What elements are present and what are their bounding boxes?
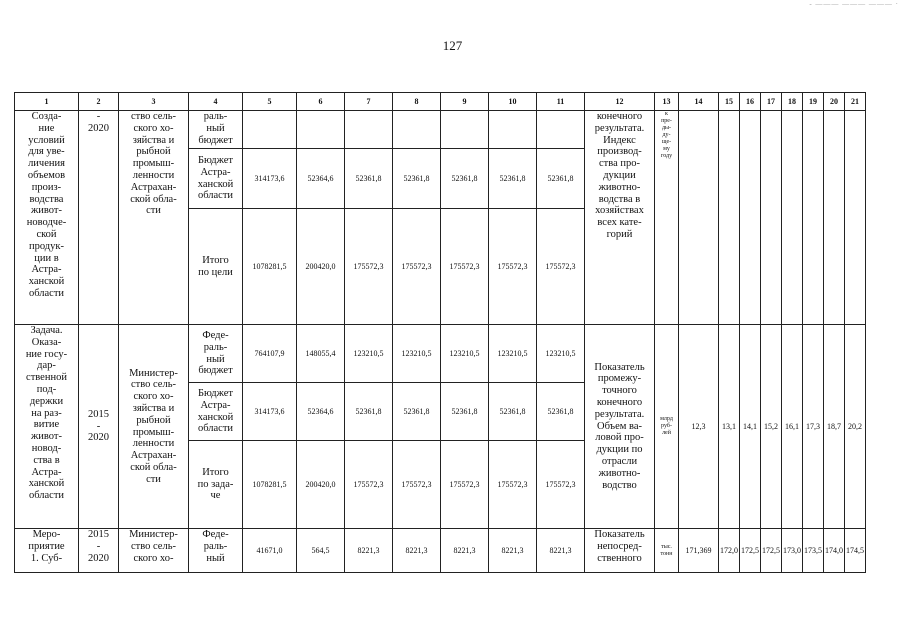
indicator-cell: Показатель промежу- точного конечного результата. Объем ва- ловой про- дукции по отрасли животно- водство: [585, 325, 655, 529]
header-cell: 18: [782, 93, 803, 111]
value-cell: [345, 111, 393, 149]
value-cell: 52361,8: [489, 149, 537, 209]
target-cell: 171,369: [679, 529, 719, 573]
header-cell: 2: [79, 93, 119, 111]
header-cell: 6: [297, 93, 345, 111]
value-cell: 314173,6: [243, 149, 297, 209]
period-cell: - 2020: [79, 111, 119, 325]
value-cell: 175572,3: [393, 441, 441, 529]
source-cell: Бюджет Астра- ханской области: [189, 383, 243, 441]
indicator-cell: Показатель непосред- ственного: [585, 529, 655, 573]
value-cell: [297, 111, 345, 149]
target-cell: [761, 111, 782, 325]
program-table: [14, 92, 866, 573]
value-cell: 175572,3: [345, 441, 393, 529]
table-row: [15, 325, 866, 383]
value-cell: [243, 111, 297, 149]
value-cell: 175572,3: [441, 441, 489, 529]
value-cell: 52361,8: [441, 383, 489, 441]
value-cell: 52361,8: [393, 383, 441, 441]
value-cell: 175572,3: [393, 209, 441, 325]
target-cell: [740, 111, 761, 325]
header-cell: 16: [740, 93, 761, 111]
value-cell: 123210,5: [393, 325, 441, 383]
corner-marks: - ——— ——— ——— ·: [809, 0, 899, 8]
target-cell: 173,5: [803, 529, 824, 573]
value-cell: 314173,6: [243, 383, 297, 441]
header-cell: 3: [119, 93, 189, 111]
executor-cell: Министер- ство сель- ского хо-: [119, 529, 189, 573]
source-cell: Итого по цели: [189, 209, 243, 325]
unit-cell: к пре- ды- ду- ще- му году: [655, 111, 679, 325]
value-cell: 8221,3: [393, 529, 441, 573]
target-cell: 172,0: [719, 529, 740, 573]
value-cell: 764107,9: [243, 325, 297, 383]
goal-cell: Задача. Оказа- ние госу- дар- ственной под- держки на раз- витие живот- новод- ства в Астра- ханской области: [15, 325, 79, 529]
value-cell: [537, 111, 585, 149]
target-cell: 172,5: [761, 529, 782, 573]
page-number: 127: [442, 38, 463, 53]
header-cell: 19: [803, 93, 824, 111]
value-cell: 123210,5: [489, 325, 537, 383]
table-row: [15, 111, 866, 149]
value-cell: 8221,3: [537, 529, 585, 573]
target-cell: 172,5: [740, 529, 761, 573]
table-row: [15, 529, 866, 573]
goal-cell: Созда- ние условий для уве- личения объемов произ- водства живот- новодче- ской продук- ции в Астра- ханской области: [15, 111, 79, 325]
value-cell: 123210,5: [537, 325, 585, 383]
target-cell: 16,1: [782, 325, 803, 529]
value-cell: 52364,6: [297, 383, 345, 441]
source-cell: Феде- раль- ный бюджет: [189, 325, 243, 383]
source-cell: Итого по зада- че: [189, 441, 243, 529]
period-cell: 2015 - 2020: [79, 325, 119, 529]
header-cell: 8: [393, 93, 441, 111]
target-cell: 12,3: [679, 325, 719, 529]
header-cell: 7: [345, 93, 393, 111]
value-cell: 41671,0: [243, 529, 297, 573]
value-cell: [441, 111, 489, 149]
target-cell: [803, 111, 824, 325]
target-cell: 15,2: [761, 325, 782, 529]
target-cell: [824, 111, 845, 325]
value-cell: 175572,3: [489, 209, 537, 325]
header-cell: 15: [719, 93, 740, 111]
value-cell: 52361,8: [393, 149, 441, 209]
header-cell: 4: [189, 93, 243, 111]
goal-cell: Меро- приятие 1. Суб-: [15, 529, 79, 573]
value-cell: 8221,3: [345, 529, 393, 573]
value-cell: 52361,8: [489, 383, 537, 441]
target-cell: 20,2: [845, 325, 866, 529]
value-cell: 123210,5: [441, 325, 489, 383]
header-cell: 10: [489, 93, 537, 111]
header-cell: 21: [845, 93, 866, 111]
period-cell: 2015 - 2020: [79, 529, 119, 573]
value-cell: 8221,3: [441, 529, 489, 573]
target-cell: 17,3: [803, 325, 824, 529]
header-cell: 1: [15, 93, 79, 111]
header-cell: 13: [655, 93, 679, 111]
value-cell: 52361,8: [345, 383, 393, 441]
source-cell: раль- ный бюджет: [189, 111, 243, 149]
value-cell: 200420,0: [297, 441, 345, 529]
value-cell: 148055,4: [297, 325, 345, 383]
target-cell: [845, 111, 866, 325]
header-cell: 11: [537, 93, 585, 111]
header-cell: 12: [585, 93, 655, 111]
value-cell: 52361,8: [537, 149, 585, 209]
value-cell: 1078281,5: [243, 441, 297, 529]
value-cell: 200420,0: [297, 209, 345, 325]
value-cell: 564,5: [297, 529, 345, 573]
source-cell: Бюджет Астра- ханской области: [189, 149, 243, 209]
target-cell: 174,5: [845, 529, 866, 573]
target-cell: [679, 111, 719, 325]
value-cell: 175572,3: [537, 441, 585, 529]
target-cell: 174,0: [824, 529, 845, 573]
executor-cell: Министер- ство сель- ского хо- зяйства и рыбной промыш- ленности Астрахан- ской обла- сти: [119, 325, 189, 529]
header-cell: 9: [441, 93, 489, 111]
header-cell: 17: [761, 93, 782, 111]
value-cell: 175572,3: [489, 441, 537, 529]
value-cell: 123210,5: [345, 325, 393, 383]
header-cell: 5: [243, 93, 297, 111]
value-cell: [393, 111, 441, 149]
executor-cell: ство сель- ского хо- зяйства и рыбной промыш- ленности Астрахан- ской обла- сти: [119, 111, 189, 325]
value-cell: 175572,3: [441, 209, 489, 325]
unit-cell: млрд руб- лей: [655, 325, 679, 529]
value-cell: 52361,8: [537, 383, 585, 441]
target-cell: 18,7: [824, 325, 845, 529]
source-cell: Феде- раль- ный: [189, 529, 243, 573]
unit-cell: тыс. тонн: [655, 529, 679, 573]
value-cell: [489, 111, 537, 149]
header-cell: 14: [679, 93, 719, 111]
value-cell: 1078281,5: [243, 209, 297, 325]
header-cell: 20: [824, 93, 845, 111]
value-cell: 52361,8: [345, 149, 393, 209]
target-cell: 14,1: [740, 325, 761, 529]
target-cell: [719, 111, 740, 325]
value-cell: 52364,6: [297, 149, 345, 209]
value-cell: 175572,3: [537, 209, 585, 325]
indicator-cell: конечного результата. Индекс производ- ства про- дукции животно- водства в хозяйствах всех кате- горий: [585, 111, 655, 325]
value-cell: 8221,3: [489, 529, 537, 573]
target-cell: [782, 111, 803, 325]
value-cell: 52361,8: [441, 149, 489, 209]
header-row: [15, 93, 866, 111]
target-cell: 173,0: [782, 529, 803, 573]
target-cell: 13,1: [719, 325, 740, 529]
value-cell: 175572,3: [345, 209, 393, 325]
